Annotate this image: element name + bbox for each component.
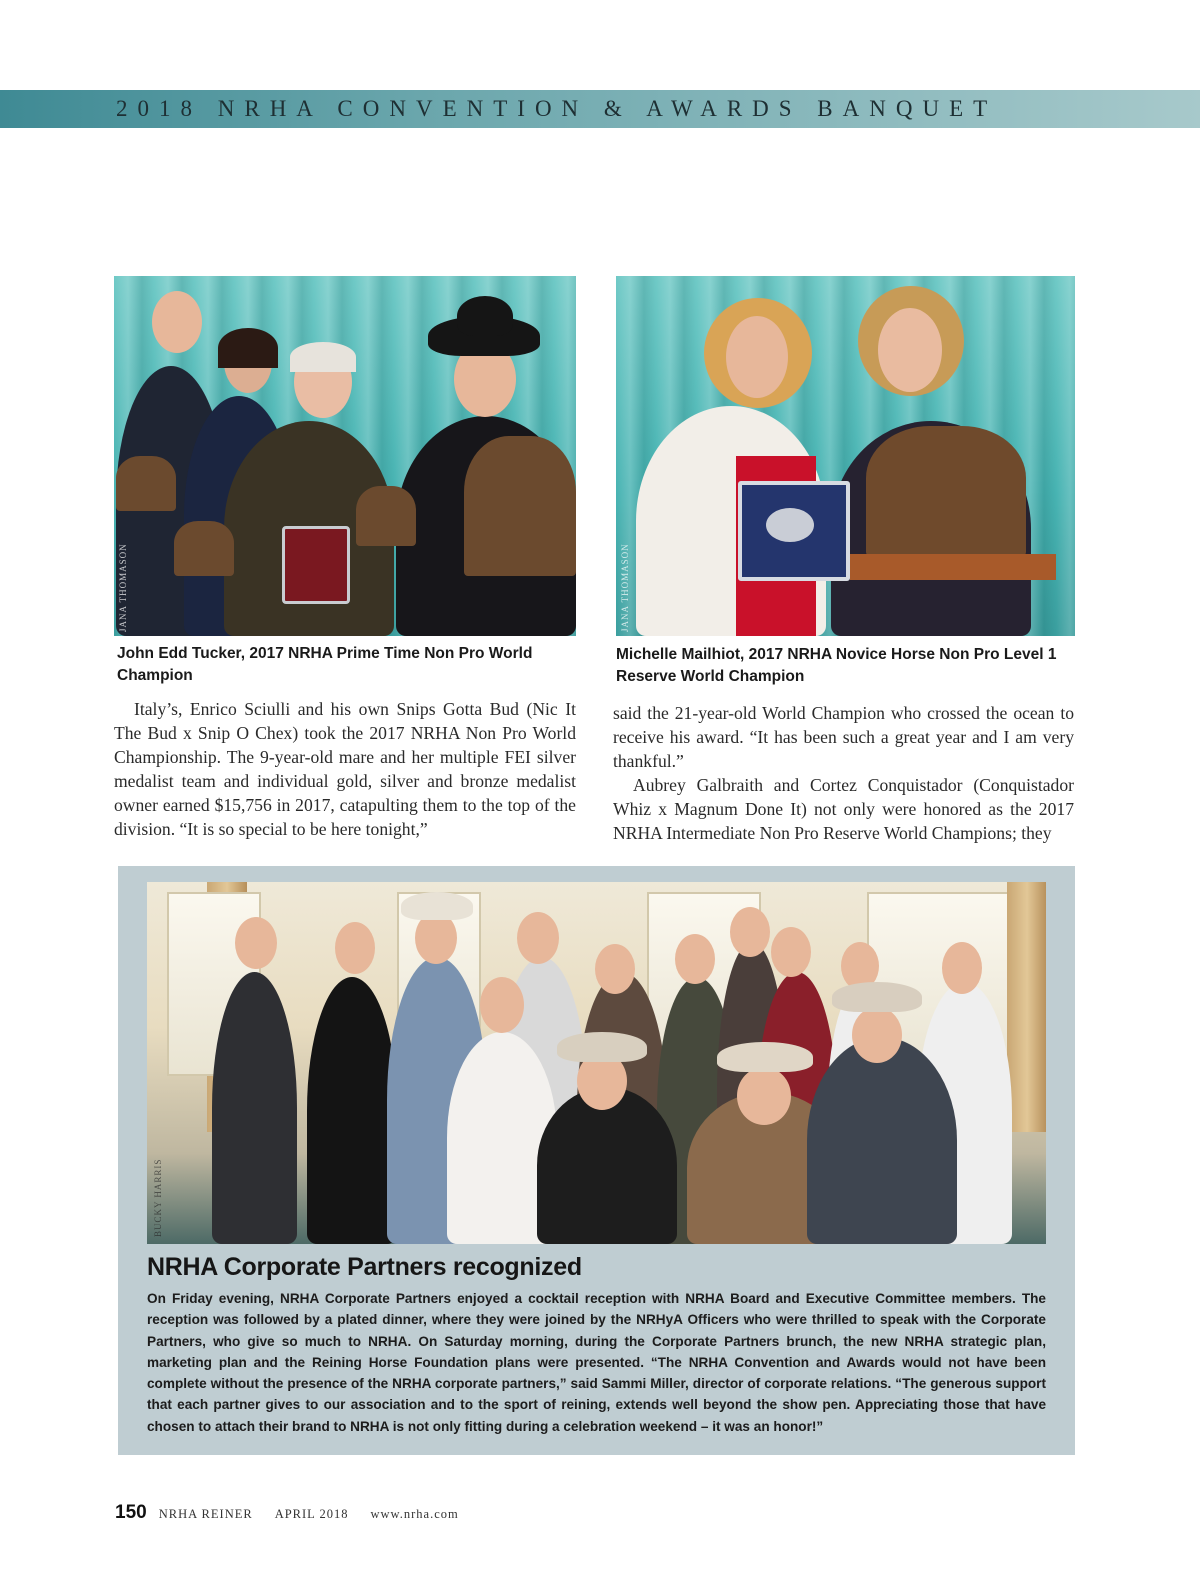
website-link[interactable]: www.nrha.com <box>370 1507 459 1521</box>
publication-name: NRHA REINER <box>158 1507 253 1521</box>
issue-date: APRIL 2018 <box>274 1507 349 1521</box>
banner-title: 2018 NRHA CONVENTION & AWARDS BANQUET <box>116 96 998 121</box>
photo-caption-left: John Edd Tucker, 2017 NRHA Prime Time Non Pro World Champion <box>117 645 533 684</box>
photo-credit: BUCKY HARRIS <box>153 1158 163 1237</box>
page-footer <box>115 1502 459 1524</box>
photo-michelle-mailhiot <box>616 276 1075 636</box>
article-paragraph: Aubrey Galbraith and Cortez Conquistador (Conquistador Whiz x Magnum Done It) not only were honored as the 2017 NRHA Intermediate Non Pro Reserve World Champions; they <box>613 775 1074 843</box>
photo-john-edd-tucker <box>114 276 576 636</box>
page-number: 150 <box>115 1502 147 1523</box>
photo-corporate-partners-group <box>147 882 1046 1244</box>
article-paragraph: said the 21-year-old World Champion who crossed the ocean to receive his award. “It has been such a great year and I am very thankful.” <box>613 703 1074 771</box>
section-banner <box>0 90 1200 128</box>
sidebar-title: NRHA Corporate Partners recognized <box>147 1253 582 1281</box>
article-column-left <box>114 697 576 841</box>
photo-credit: JANA THOMASON <box>118 543 128 632</box>
sidebar-text: On Friday evening, NRHA Corporate Partners enjoyed a cocktail reception with NRHA Board and Executive Committee members. The reception was followed by a plated dinner, where they were joined by the NRHyA Officers who were thrilled to speak with the Corporate Partners, who give so much to NRHA. On Saturday morning, during the Corporate Partners brunch, the new NRHA strategic plan, marketing plan and the Reining Horse Foundation plans were presented. “The NRHA Convention and Awards would not have been complete without the presence of the NRHA corporate partners,” said Sammi Miller, director of corporate relations. “The generous support that each partner gives to our association and to the sport of reining, extends well beyond the show pen. Appreciating those that have chosen to attach their brand to NRHA is not only fitting during a celebration weekend – it was an honor!” <box>147 1291 1046 1434</box>
article-column-right <box>613 701 1074 845</box>
photo-caption-right: Michelle Mailhiot, 2017 NRHA Novice Horse Non Pro Level 1 Reserve World Champion <box>616 646 1057 685</box>
article-paragraph: Italy’s, Enrico Sciulli and his own Snips Gotta Bud (Nic It The Bud x Snip O Chex) took the 2017 NRHA Non Pro World Championship. The 9-year-old mare and her multiple FEI silver medalist team and individual gold, silver and bronze medalist owner earned $15,756 in 2017, catapulting them to the top of the division. “It is so special to be here tonight,” <box>114 699 576 839</box>
photo-credit: JANA THOMASON <box>620 543 630 632</box>
